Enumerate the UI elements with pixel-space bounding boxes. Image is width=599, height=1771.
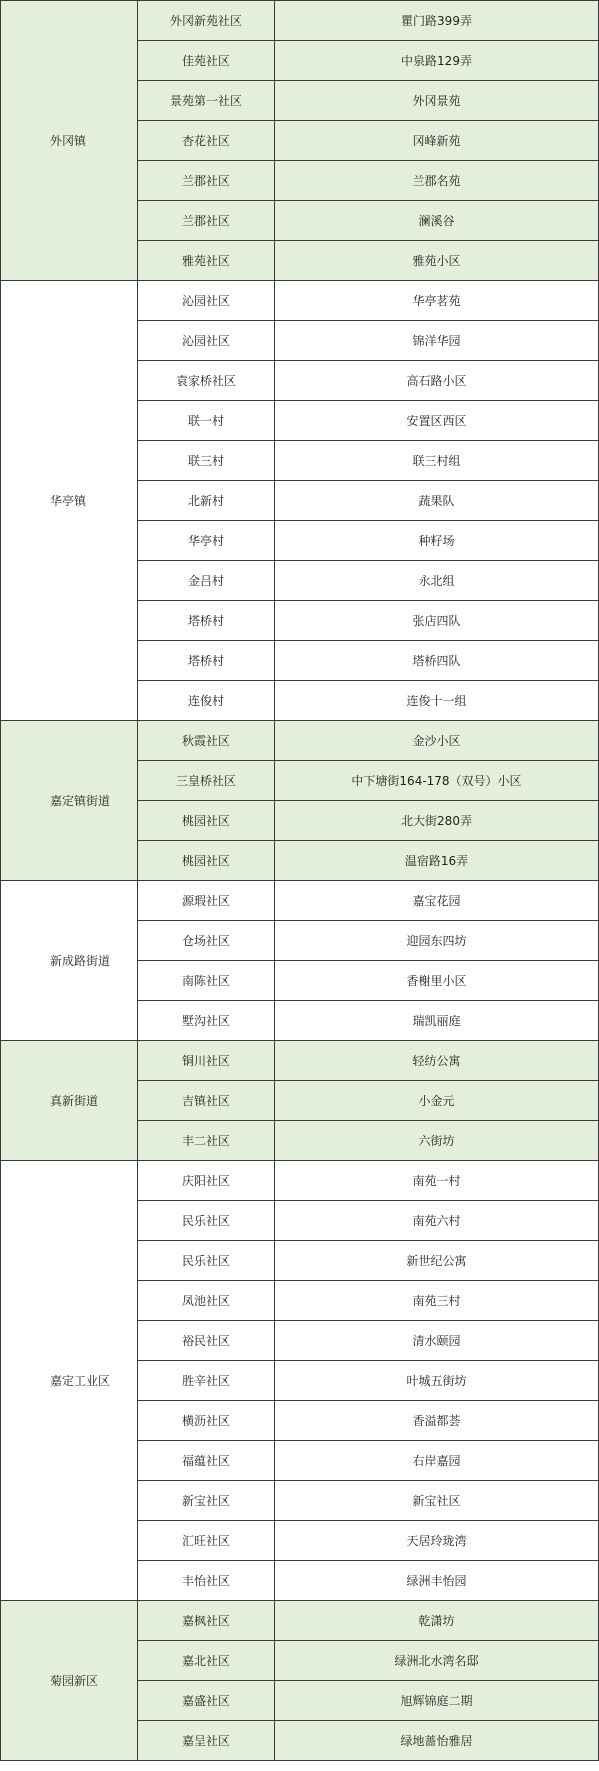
location-cell: 轻纺公寓 — [275, 1041, 599, 1081]
table-row — [1, 1161, 599, 1201]
community-cell: 沁园社区 — [138, 321, 275, 361]
location-cell: 瞿门路399弄 — [275, 1, 599, 41]
table-row — [1, 1041, 599, 1081]
community-cell: 南陈社区 — [138, 961, 275, 1001]
location-cell: 冈峰新苑 — [275, 121, 599, 161]
community-cell: 佳苑社区 — [138, 41, 275, 81]
community-cell: 民乐社区 — [138, 1201, 275, 1241]
town-cell: 嘉定工业区 — [1, 1161, 138, 1601]
community-cell: 杏花社区 — [138, 121, 275, 161]
community-cell: 外冈新苑社区 — [138, 1, 275, 41]
community-cell: 嘉呈社区 — [138, 1721, 275, 1761]
location-cell: 旭辉锦庭二期 — [275, 1681, 599, 1721]
community-cell: 墅沟社区 — [138, 1001, 275, 1041]
community-cell: 民乐社区 — [138, 1241, 275, 1281]
location-cell: 锦洋华园 — [275, 321, 599, 361]
location-cell: 新世纪公寓 — [275, 1241, 599, 1281]
community-cell: 秋霞社区 — [138, 721, 275, 761]
community-cell: 塔桥村 — [138, 601, 275, 641]
community-cell: 胜辛社区 — [138, 1361, 275, 1401]
location-cell: 南苑六村 — [275, 1201, 599, 1241]
community-cell: 华亭村 — [138, 521, 275, 561]
location-cell: 连俊十一组 — [275, 681, 599, 721]
location-cell: 塔桥四队 — [275, 641, 599, 681]
location-cell: 南苑一村 — [275, 1161, 599, 1201]
community-cell: 丰怡社区 — [138, 1561, 275, 1601]
town-cell: 外冈镇 — [1, 1, 138, 281]
community-cell: 连俊村 — [138, 681, 275, 721]
community-cell: 景苑第一社区 — [138, 81, 275, 121]
location-cell: 中泉路129弄 — [275, 41, 599, 81]
location-cell: 新宝社区 — [275, 1481, 599, 1521]
community-cell: 嘉盛社区 — [138, 1681, 275, 1721]
location-cell: 小金元 — [275, 1081, 599, 1121]
location-cell: 安置区西区 — [275, 401, 599, 441]
community-cell: 金吕村 — [138, 561, 275, 601]
location-cell: 右岸嘉园 — [275, 1441, 599, 1481]
location-cell: 澜溪谷 — [275, 201, 599, 241]
location-cell: 乾潇坊 — [275, 1601, 599, 1641]
table-row — [1, 1601, 599, 1641]
location-cell: 天居玲珑湾 — [275, 1521, 599, 1561]
community-cell: 源瑕社区 — [138, 881, 275, 921]
location-cell: 六街坊 — [275, 1121, 599, 1161]
community-cell: 兰郡社区 — [138, 161, 275, 201]
community-cell: 雅苑社区 — [138, 241, 275, 281]
table-row — [1, 1, 599, 41]
location-cell: 瑞凯丽庭 — [275, 1001, 599, 1041]
location-cell: 高石路小区 — [275, 361, 599, 401]
community-cell: 裕民社区 — [138, 1321, 275, 1361]
table-row — [1, 881, 599, 921]
community-cell: 汇旺社区 — [138, 1521, 275, 1561]
community-cell: 北新村 — [138, 481, 275, 521]
location-cell: 联三村组 — [275, 441, 599, 481]
location-cell: 张店四队 — [275, 601, 599, 641]
community-cell: 三皇桥社区 — [138, 761, 275, 801]
community-cell: 福蕴社区 — [138, 1441, 275, 1481]
location-cell: 华亭茗苑 — [275, 281, 599, 321]
community-cell: 横沥社区 — [138, 1401, 275, 1441]
location-cell: 绿洲丰怡园 — [275, 1561, 599, 1601]
location-cell: 温宿路16弄 — [275, 841, 599, 881]
table-row — [1, 721, 599, 761]
location-cell: 北大街280弄 — [275, 801, 599, 841]
location-cell: 叶城五街坊 — [275, 1361, 599, 1401]
location-cell: 雅苑小区 — [275, 241, 599, 281]
community-cell: 吉镇社区 — [138, 1081, 275, 1121]
community-cell: 铜川社区 — [138, 1041, 275, 1081]
community-cell: 丰二社区 — [138, 1121, 275, 1161]
location-cell: 中下塘街164-178（双号）小区 — [275, 761, 599, 801]
town-cell: 真新街道 — [1, 1041, 138, 1161]
community-cell: 仓场社区 — [138, 921, 275, 961]
location-cell: 兰郡名苑 — [275, 161, 599, 201]
location-cell: 嘉宝花园 — [275, 881, 599, 921]
location-cell: 金沙小区 — [275, 721, 599, 761]
community-cell: 塔桥村 — [138, 641, 275, 681]
town-cell: 华亭镇 — [1, 281, 138, 721]
community-cell: 嘉枫社区 — [138, 1601, 275, 1641]
location-cell: 迎园东四坊 — [275, 921, 599, 961]
community-cell: 桃园社区 — [138, 801, 275, 841]
table-row — [1, 281, 599, 321]
location-cell: 种籽场 — [275, 521, 599, 561]
location-cell: 绿地蔷怡雅居 — [275, 1721, 599, 1761]
community-cell: 兰郡社区 — [138, 201, 275, 241]
community-cell: 凤池社区 — [138, 1281, 275, 1321]
community-cell: 沁园社区 — [138, 281, 275, 321]
location-cell: 香溢都荟 — [275, 1401, 599, 1441]
location-cell: 清水颐园 — [275, 1321, 599, 1361]
community-cell: 联三村 — [138, 441, 275, 481]
community-cell: 庆阳社区 — [138, 1161, 275, 1201]
community-cell: 袁家桥社区 — [138, 361, 275, 401]
location-cell: 蔬果队 — [275, 481, 599, 521]
community-cell: 新宝社区 — [138, 1481, 275, 1521]
community-cell: 桃园社区 — [138, 841, 275, 881]
location-cell: 香榭里小区 — [275, 961, 599, 1001]
town-cell: 新成路街道 — [1, 881, 138, 1041]
table-body — [1, 1, 599, 1761]
community-cell: 联一村 — [138, 401, 275, 441]
location-cell: 永北组 — [275, 561, 599, 601]
town-cell: 嘉定镇街道 — [1, 721, 138, 881]
location-cell: 外冈景苑 — [275, 81, 599, 121]
location-cell: 绿洲北水湾名邸 — [275, 1641, 599, 1681]
community-cell: 嘉北社区 — [138, 1641, 275, 1681]
town-cell: 菊园新区 — [1, 1601, 138, 1761]
location-cell: 南苑三村 — [275, 1281, 599, 1321]
